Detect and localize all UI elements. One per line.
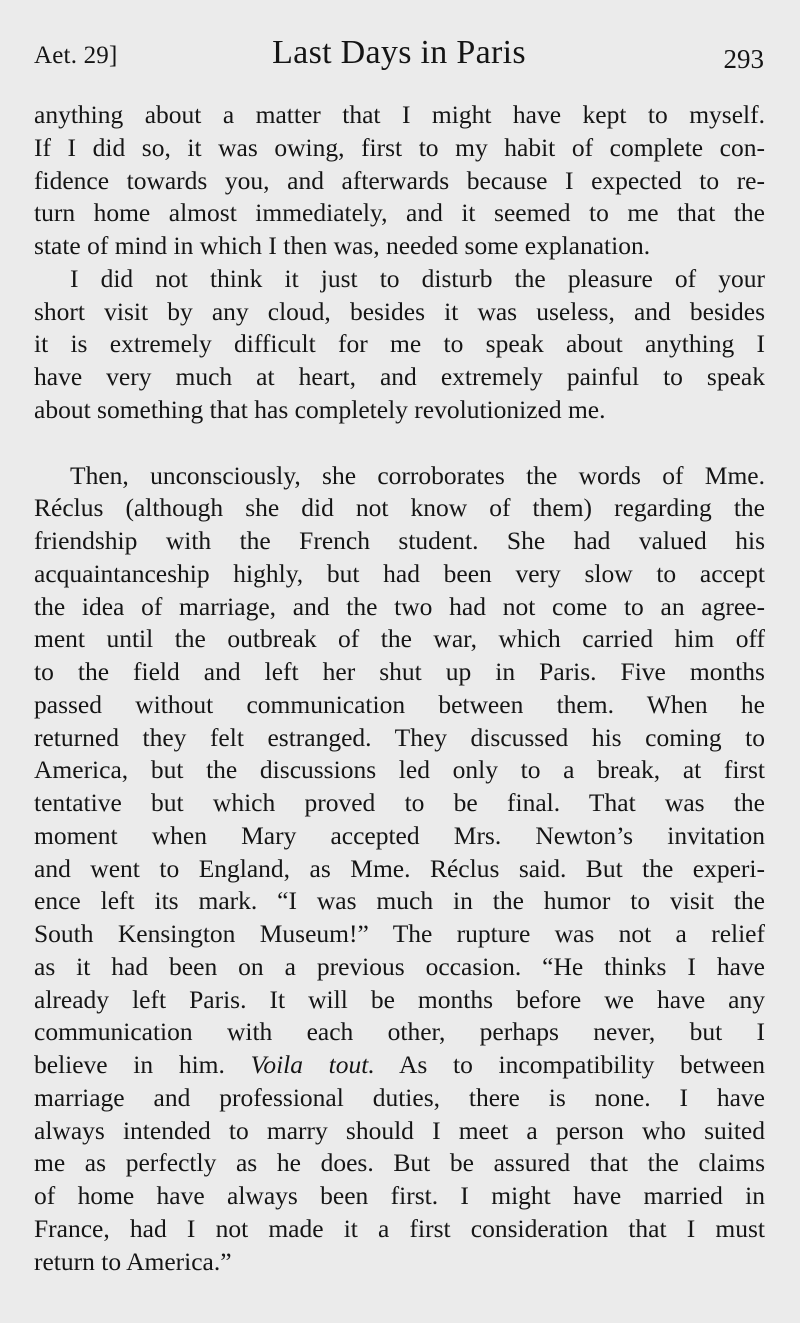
text-line: tentative but which proved to be final. That was the (34, 788, 765, 817)
paragraph-2 (34, 263, 765, 427)
text-line: the idea of marriage, and the two had not come to an agree- (34, 591, 765, 621)
text-line: already left Paris. It will be months before we have any (34, 984, 765, 1014)
running-header (34, 28, 764, 78)
text-line: South Kensington Museum!” The rupture was not a relief (34, 919, 765, 948)
text-line: short visit by any cloud, besides it was useless, and besides (34, 296, 765, 326)
text-line: communication with each other, perhaps never, but I (34, 1017, 765, 1047)
header-chapter-title: Last Days in Paris (272, 34, 526, 71)
text-line: return to America.” (34, 1246, 232, 1276)
text-line: Then, unconsciously, she corroborates the words of Mme. (70, 460, 765, 490)
text-line: marriage and professional duties, there is none. I have (34, 1082, 765, 1112)
text-line: always intended to marry should I meet a person who suited (34, 1115, 765, 1145)
text-line: fidence towards you, and afterwards because I expected to re- (34, 165, 765, 195)
text-line: me as perfectly as he does. But be assured that the claims (34, 1148, 765, 1178)
text-run: believe in him. (34, 1050, 251, 1079)
text-line: passed without communication between them. When he (34, 689, 765, 719)
text-line: If I did so, it was owing, first to my habit of complete con- (34, 132, 765, 162)
page-number: 293 (723, 44, 764, 74)
text-line: friendship with the French student. She had valued his (34, 526, 765, 555)
text-line: and went to England, as Mme. Réclus said. But the experi- (34, 853, 765, 883)
text-line: state of mind in which I then was, needed some explanation. (34, 231, 651, 260)
text-line: ment until the outbreak of the war, which carried him off (34, 624, 765, 654)
text-line: America, but the discussions led only to a break, at first (34, 755, 765, 785)
text-line: I did not think it just to disturb the pleasure of your (70, 263, 765, 293)
text-run: As to incompatibility between (374, 1050, 765, 1079)
page-body (34, 99, 765, 1278)
text-line: about something that has completely revolutionized me. (34, 394, 606, 424)
text-line: returned they felt estranged. They discussed his coming to (34, 722, 765, 752)
paragraph-3 (34, 460, 765, 1279)
text-line (34, 1049, 765, 1082)
text-line: it is extremely difficult for me to speak about anything I (34, 329, 765, 359)
paragraph-gap (34, 427, 765, 460)
paragraph-1 (34, 99, 765, 263)
text-line: ence left its mark. “I was much in the humor to visit the (34, 886, 765, 916)
text-line: have very much at heart, and extremely painful to speak (34, 362, 765, 391)
italic-phrase: Voila tout. (250, 1050, 375, 1079)
text-line: anything about a matter that I might have kept to myself. (34, 100, 765, 129)
text-line: Réclus (although she did not know of them) regarding the (34, 493, 765, 523)
text-line: of home have always been first. I might have married in (34, 1181, 765, 1210)
text-line: France, had I not made it a first consideration that I must (34, 1213, 765, 1243)
text-line: to the field and left her shut up in Paris. Five months (34, 657, 765, 686)
text-line: acquaintanceship highly, but had been very slow to accept (34, 558, 765, 588)
text-line: turn home almost immediately, and it seemed to me that the (34, 198, 765, 228)
header-age-note: Aet. 29] (34, 42, 118, 69)
text-line: as it had been on a previous occasion. “He thinks I have (34, 951, 765, 981)
text-line: moment when Mary accepted Mrs. Newton’s invitation (34, 820, 765, 850)
